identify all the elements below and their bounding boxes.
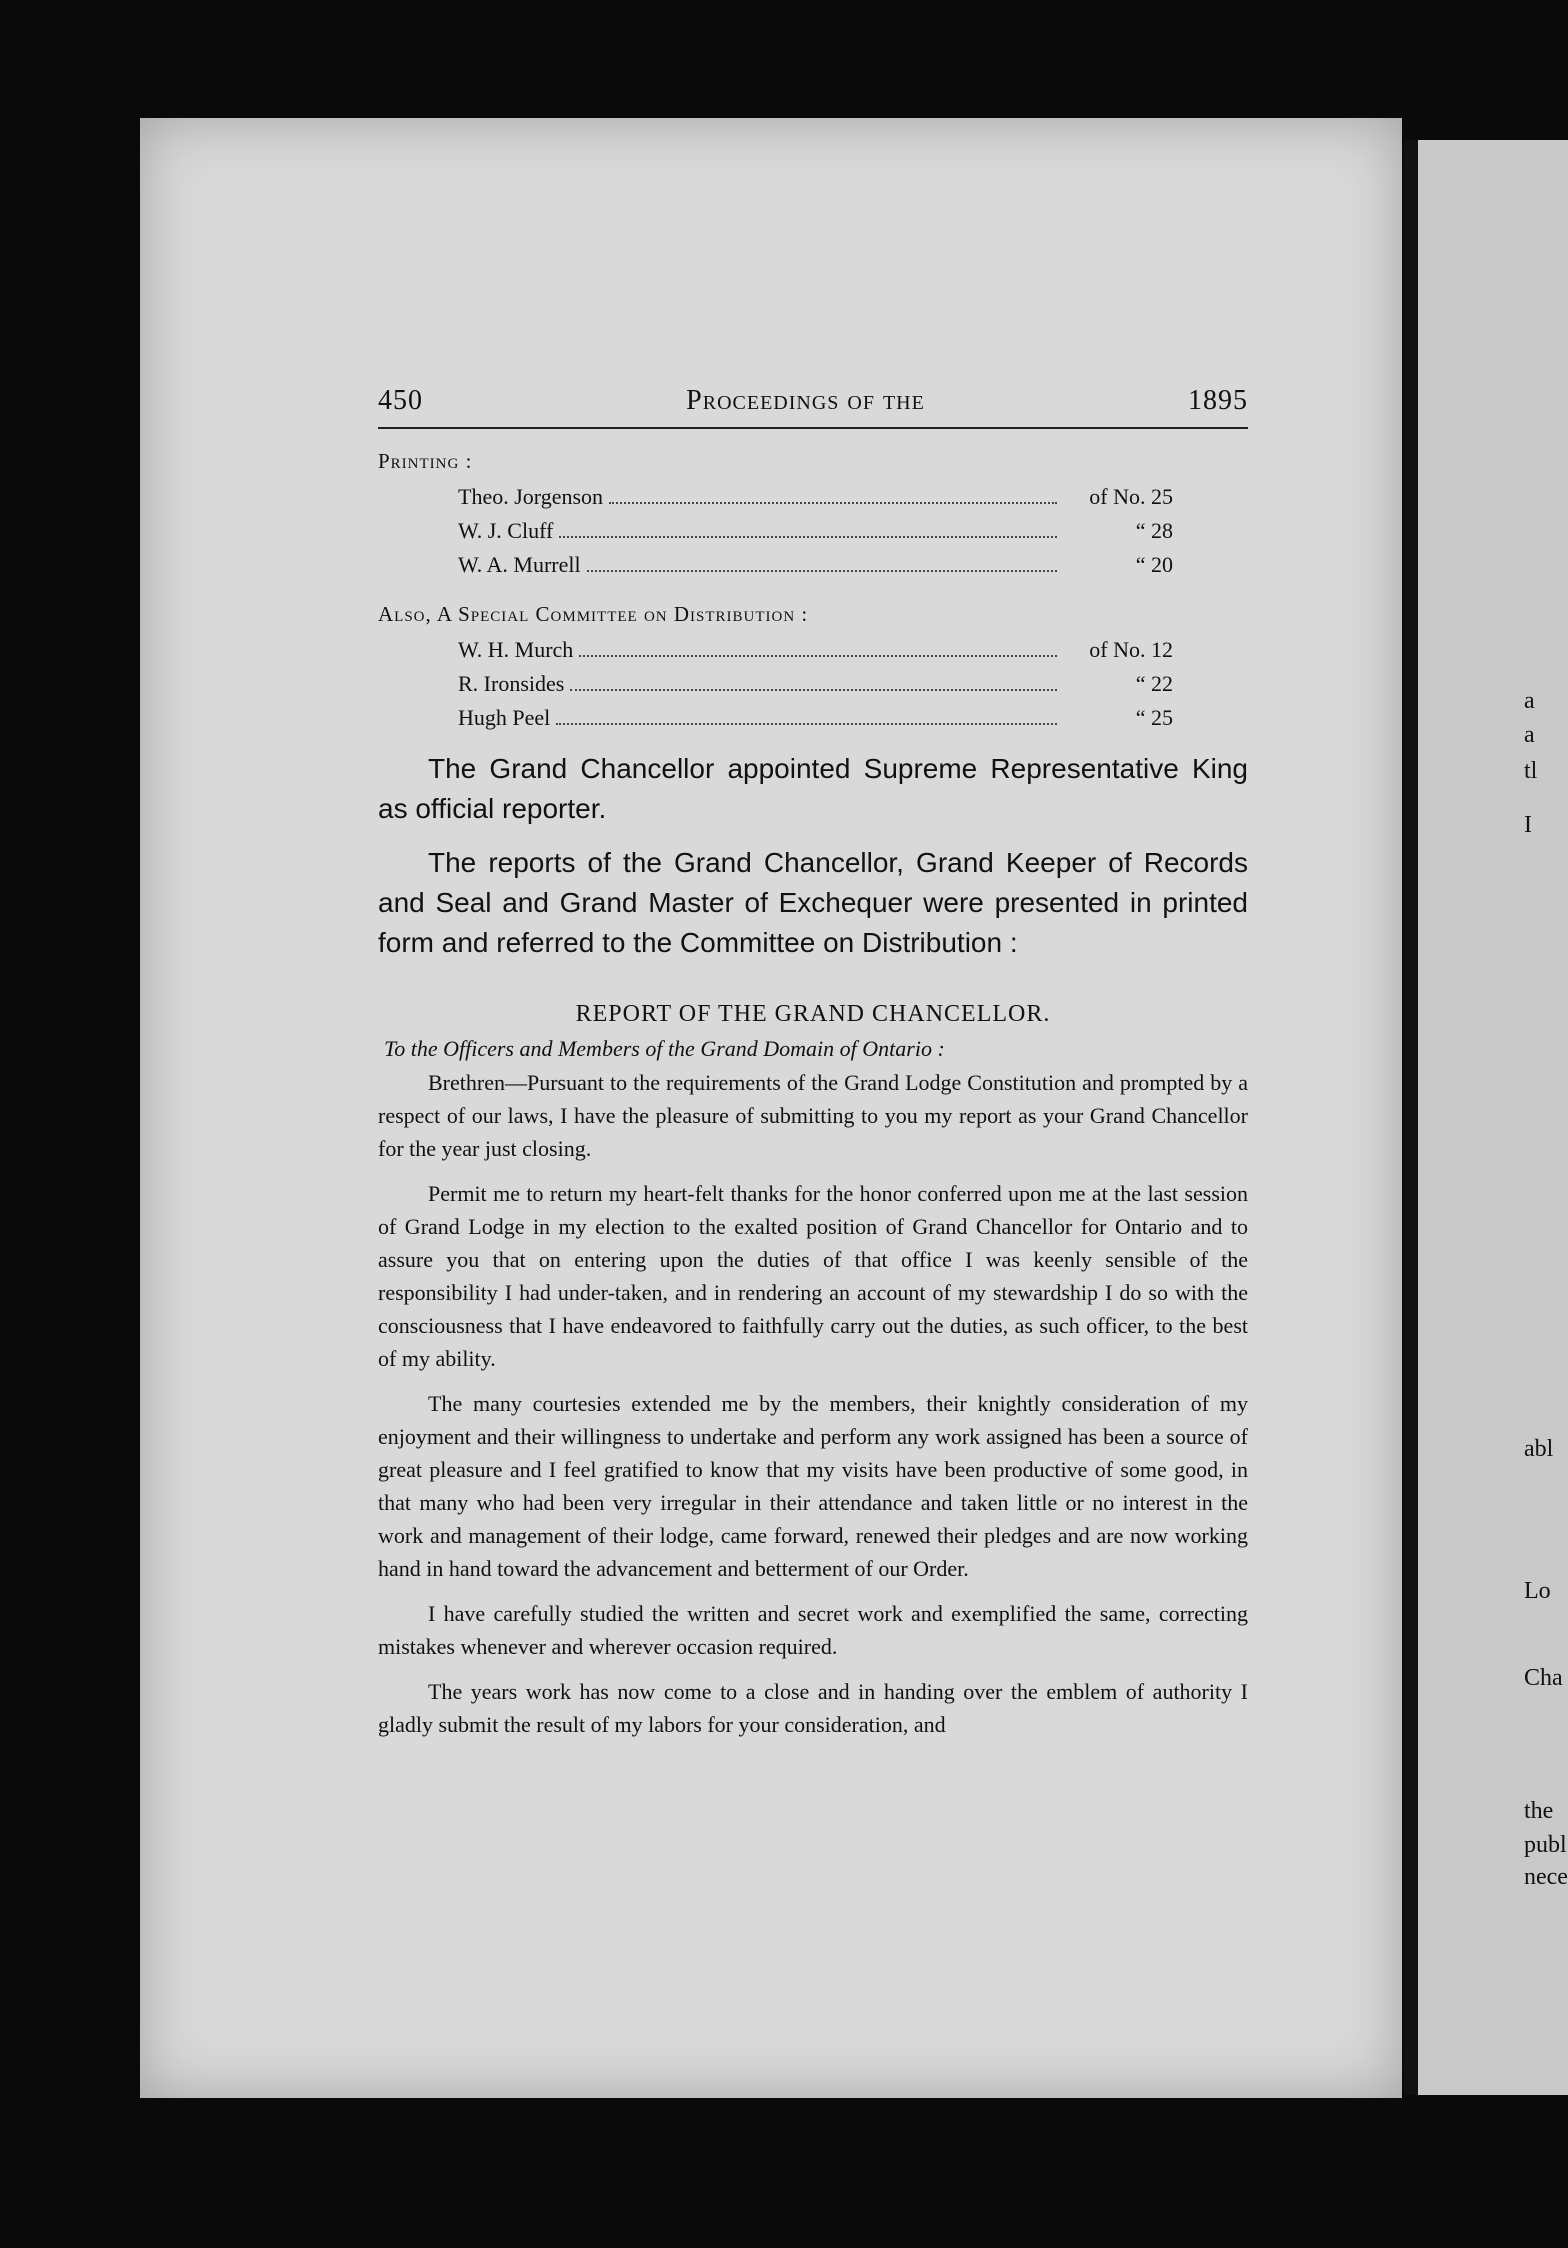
report-paragraph: I have carefully studied the written and secret work and exemplified the same, correcting mistakes whenever and wherever occasion required. <box>378 1601 1248 1659</box>
lodge-number: “ 22 <box>1135 671 1173 696</box>
page-content <box>378 385 1248 1753</box>
report-paragraph: Permit me to return my heart-felt thanks for the honor conferred upon me at the last session of Grand Lodge in my election to the exalted position of Grand Chancellor for Ontario and to assure you that on entering upon the duties of that office I was keenly sensible of the responsibility I had under-taken, and in rendering an account of my stewardship I do so with the consciousness that I have endeavored to faithfully carry out the duties, as such officer, to the best of my ability. <box>378 1181 1248 1371</box>
dot-leader <box>556 723 1057 725</box>
dot-leader <box>570 689 1057 691</box>
facing-fragment: a <box>1524 688 1535 714</box>
facing-fragment: Lo <box>1524 1578 1551 1604</box>
facing-fragment: nece <box>1524 1864 1568 1890</box>
printing-heading: Printing : <box>378 449 473 473</box>
report-paragraph: The many courtesies extended me by the members, their knightly consideration of my enjoyment and their willingness to undertake and perform any work assigned has been a source of great pleasure and I feel gratified to know that my visits have been productive of some good, in that many who had been very irregular in their attendance and taken little or no interest in the work and management of their lodge, came forward, renewed their pledges and are now working hand in hand toward the advancement and betterment of our Order. <box>378 1391 1248 1581</box>
member-name: W. H. Murch <box>458 637 574 662</box>
roster-row <box>458 701 1173 735</box>
member-name: Hugh Peel <box>458 705 551 730</box>
distribution-roster <box>458 633 1173 735</box>
member-name: W. A. Murrell <box>458 552 581 577</box>
distribution-heading: Also, A Special Committee on Distribution : <box>378 602 809 626</box>
lodge-number: “ 20 <box>1135 552 1173 577</box>
dot-leader <box>579 655 1057 657</box>
facing-fragment: the <box>1524 1798 1554 1824</box>
facing-fragment: I <box>1524 812 1532 838</box>
dot-leader <box>587 570 1057 572</box>
lodge-number: “ 25 <box>1135 705 1173 730</box>
report-paragraph: The years work has now come to a close and in handing over the emblem of authority I gladly submit the result of my labors for your consideration, and <box>378 1679 1248 1737</box>
page-number: 450 <box>378 385 423 416</box>
member-name: Theo. Jorgenson <box>458 484 604 509</box>
salutation: To the Officers and Members of the Grand Domain of Ontario : <box>384 1036 945 1061</box>
lodge-number: of No. 12 <box>1089 637 1173 662</box>
report-title: REPORT OF THE GRAND CHANCELLOR. <box>575 1001 1051 1027</box>
facing-fragment: a <box>1524 722 1535 748</box>
facing-fragment: abl <box>1524 1436 1554 1462</box>
lodge-number: “ 28 <box>1135 518 1173 543</box>
lodge-number: of No. 25 <box>1089 484 1173 509</box>
member-name: W. J. Cluff <box>458 518 554 543</box>
dot-leader <box>609 502 1057 504</box>
roster-row <box>458 514 1173 548</box>
facing-fragment: tl <box>1524 758 1538 784</box>
member-name: R. Ironsides <box>458 671 565 696</box>
year: 1895 <box>1188 385 1248 416</box>
running-head <box>378 385 1248 429</box>
facing-fragment: Cha <box>1524 1665 1563 1691</box>
roster-row <box>458 548 1173 582</box>
running-title: Proceedings of the <box>686 385 925 416</box>
roster-row <box>458 633 1173 667</box>
report-paragraph: Brethren—Pursuant to the requirements of the Grand Lodge Constitution and prompted by a respect of our laws, I have the pleasure of submitting to you my report as your Grand Chancellor for the year just closing. <box>378 1070 1248 1161</box>
reporter-paragraph: The Grand Chancellor appointed Supreme Representative King as official reporter. <box>378 753 1248 824</box>
dot-leader <box>559 536 1057 538</box>
facing-fragment: publ <box>1524 1832 1567 1858</box>
reports-paragraph: The reports of the Grand Chancellor, Grand Keeper of Records and Seal and Grand Master of Exchequer were presented in printed form and referred to the Committee on Distribution : <box>378 847 1248 958</box>
roster-row <box>458 667 1173 701</box>
roster-row <box>458 480 1173 514</box>
printing-roster <box>458 480 1173 582</box>
